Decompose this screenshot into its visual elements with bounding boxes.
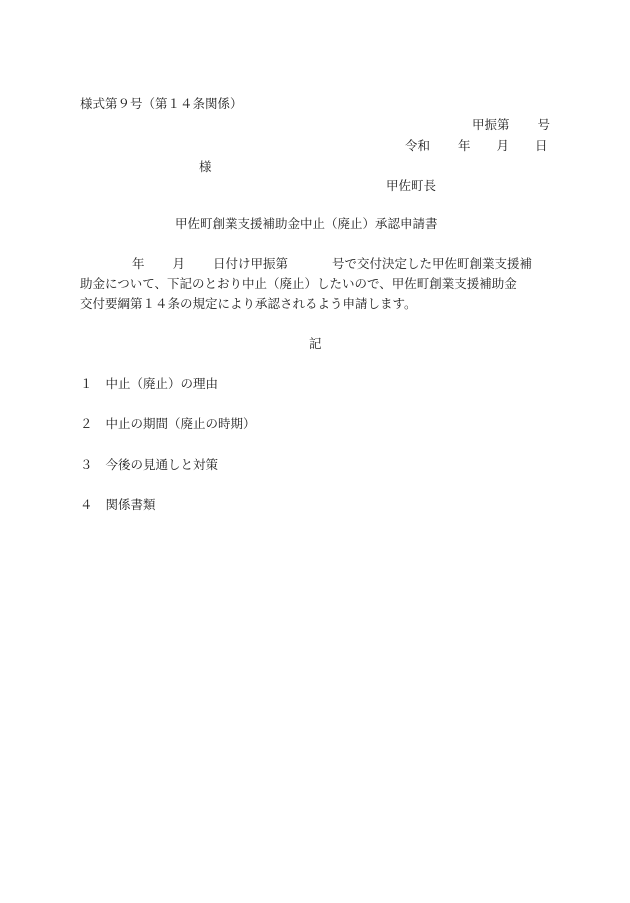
item-number: ４ [80,497,93,512]
body-year-unit: 年 [132,256,145,271]
form-label: 様式第９号（第１４条関係） [80,96,243,111]
item-label: 今後の見通しと対策 [105,457,219,472]
reference-prefix: 甲振第 [472,117,510,132]
item-number: ３ [80,457,93,472]
list-item [80,457,218,473]
item-label: 中止の期間（廃止の時期） [105,416,256,431]
item-number: ２ [80,416,93,431]
body-month-unit: 月 [172,256,186,271]
body-line-1-rest: 号で交付決定した甲佐町創業支援補 [332,256,533,271]
body-line-2: 助金について、下記のとおり中止（廃止）したいので、甲佐町創業支援補助金 [80,276,517,291]
body-line-3: 交付要綱第１４条の規定により承認されるよう申請します。 [80,296,417,311]
document-title: 甲佐町創業支援補助金中止（廃止）承認申請書 [175,216,438,231]
list-item [80,497,156,513]
body-line-1 [80,256,532,272]
date-era: 令和 [405,138,431,153]
item-number: １ [80,376,93,391]
date-month-unit: 月 [496,138,510,153]
ki-heading: 記 [309,336,322,351]
body-date-ref: 日付け甲振第 [213,256,289,271]
list-item [80,376,218,392]
reference-number [472,117,550,133]
sender: 甲佐町長 [386,178,437,193]
list-item [80,416,256,432]
date-line [405,138,548,154]
date-day-unit: 日 [535,138,548,153]
item-label: 中止（廃止）の理由 [105,376,219,391]
date-year-unit: 年 [458,138,471,153]
addressee-honorific: 様 [199,159,212,174]
item-label: 関係書類 [105,497,156,512]
reference-suffix: 号 [537,117,551,132]
